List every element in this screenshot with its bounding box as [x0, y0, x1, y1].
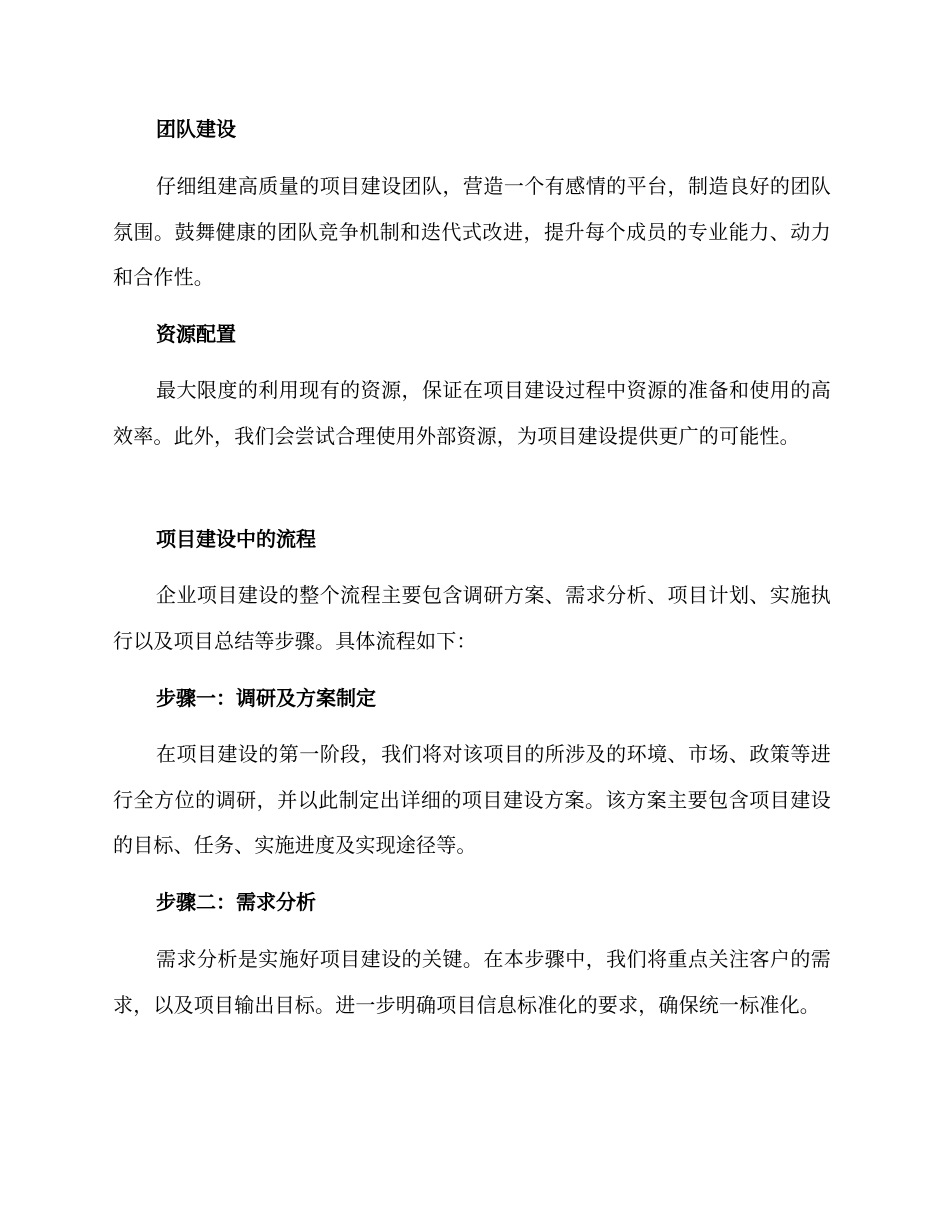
- section-heading-team-building: 团队建设: [156, 117, 236, 141]
- section-heading-process: 项目建设中的流程: [156, 527, 316, 551]
- section-heading-step-two: 步骤二：需求分析: [156, 890, 316, 914]
- section-paragraph-step-two: 需求分析是实施好项目建设的关键。在本步骤中，我们将重点关注客户的需求，以及项目输出目标。进一步明确项目信息标准化的要求，确保统一标准化。: [113, 947, 831, 1017]
- section-heading-resource-allocation: 资源配置: [156, 322, 236, 346]
- section-heading-step-one: 步骤一：调研及方案制定: [156, 686, 376, 710]
- section-paragraph-process: 企业项目建设的整个流程主要包含调研方案、需求分析、项目计划、实施执行以及项目总结等步骤。具体流程如下：: [113, 583, 831, 653]
- section-paragraph-step-one: 在项目建设的第一阶段，我们将对该项目的所涉及的环境、市场、政策等进行全方位的调研，并以此制定出详细的项目建设方案。该方案主要包含项目建设的目标、任务、实施进度及实现途径等。: [113, 742, 831, 857]
- section-paragraph-team-building: 仔细组建高质量的项目建设团队，营造一个有感情的平台，制造良好的团队氛围。鼓舞健康的团队竞争机制和迭代式改进，提升每个成员的专业能力、动力和合作性。: [113, 174, 831, 289]
- section-paragraph-resource-allocation: 最大限度的利用现有的资源，保证在项目建设过程中资源的准备和使用的高效率。此外，我们会尝试合理使用外部资源，为项目建设提供更广的可能性。: [113, 378, 831, 448]
